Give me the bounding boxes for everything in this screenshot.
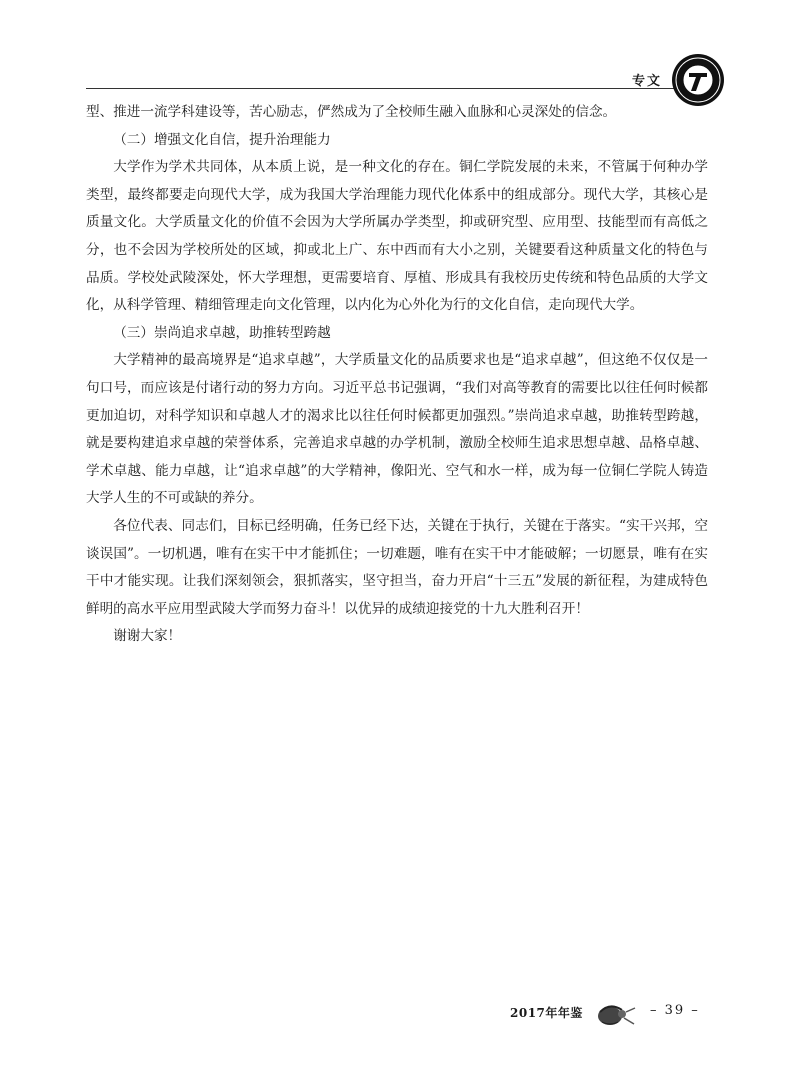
subheading-three: （三）崇尚追求卓越，助推转型跨越 xyxy=(113,324,331,341)
paragraph-culture: 大学作为学术共同体，从本质上说，是一种文化的存在。铜仁学院发展的未来，不管属于何种办学类型，最终都要走向现代大学，成为我国大学治理能力现代化体系中的组成部分。现代大学，其核心是质量文化。大学质量文化的价值不会因为大学所属办学类型，抑或研究型、应用型、技能型而有高低之分，也不会因为学校所处的区域，抑或北上广、东中西而有大小之别，关键要看这种质量文化的特色与品质。学校处武陵深处，怀大学理想，更需要培育、厚植、形成具有我校历史传统和特色品质的大学文化，从科学管理、精细管理走向文化管理，以内化为心外化为行的文化自信，走向现代大学。 xyxy=(86,159,708,314)
paragraph-closing: 各位代表、同志们，目标已经明确，任务已经下达，关键在于执行，关键在于落实。“实干兴邦，空谈误国”。一切机遇，唯有在实干中才能抓住；一切难题，唯有在实干中才能破解；一切愿景，唯有在实干中才能实现。让我们深刻领会，狠抓落实，坚守担当，奋力开启“十三五”发展的新征程，为建成特色鲜明的高水平应用型武陵大学而努力奋斗！以优异的成绩迎接党的十九大胜利召开！ xyxy=(86,517,708,617)
page-number: – 39 – xyxy=(650,1003,700,1018)
paragraph-continuation: 型、推进一流学科建设等，苦心励志，俨然成为了全校师生融入血脉和心灵深处的信念。 xyxy=(86,104,617,120)
section-label: 专文 xyxy=(631,74,662,89)
yearbook-label: 2017年年鉴 xyxy=(510,1006,583,1020)
yearbook-emblem-icon xyxy=(592,998,636,1028)
header-rule xyxy=(86,88,688,89)
paragraph-excellence: 大学精神的最高境界是“追求卓越”，大学质量文化的品质要求也是“追求卓越”，但这绝不仅仅是一句口号，而应该是付诸行动的努力方向。习近平总书记强调，“我们对高等教育的需要比以往任何时候都更加迫切，对科学知识和卓越人才的渴求比以往任何时候都更加强烈。”崇尚追求卓越，助推转型跨越，就是要构建追求卓越的荣誉体系，完善追求卓越的办学机制，激励全校师生追求思想卓越、品格卓越、学术卓越、能力卓越，让“追求卓越”的大学精神，像阳光、空气和水一样，成为每一位铜仁学院人铸造大学人生的不可或缺的养分。 xyxy=(86,352,708,507)
paragraph-thanks: 谢谢大家！ xyxy=(113,628,182,645)
page-header xyxy=(86,52,726,102)
subheading-two: （二）增强文化自信，提升治理能力 xyxy=(113,131,331,148)
article-body xyxy=(86,99,708,651)
page-footer xyxy=(510,1000,730,1030)
